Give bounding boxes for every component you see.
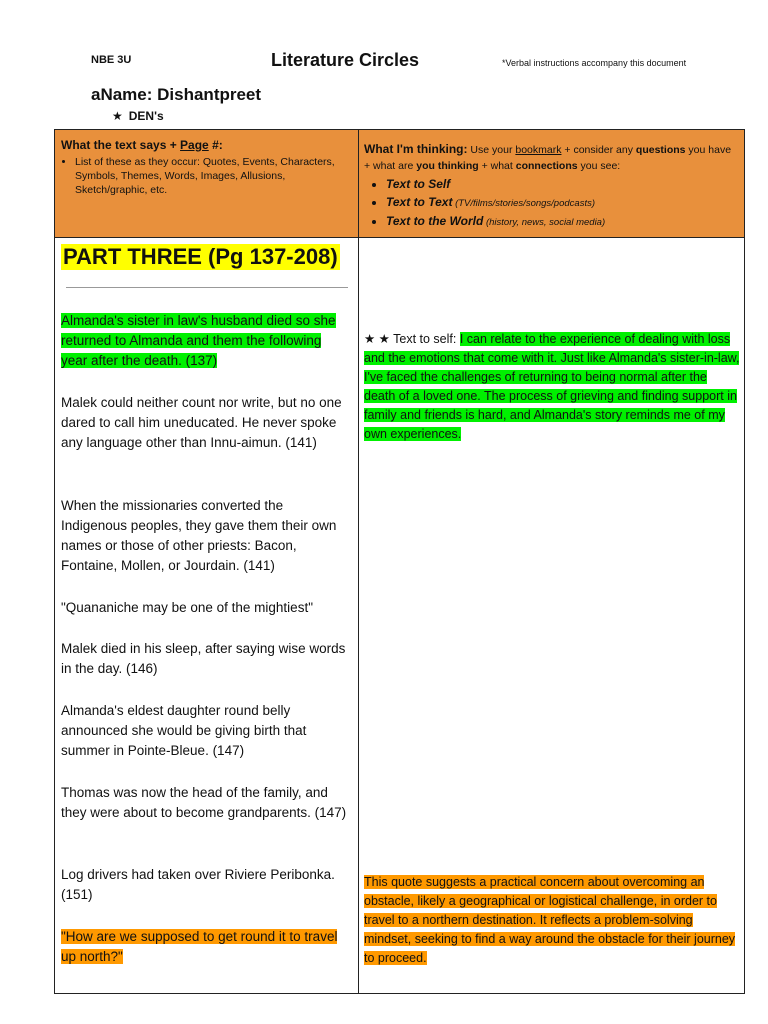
- connection-type-text: • Text to Text (TV/films/stories/songs/podcasts): [386, 193, 736, 212]
- connection-type-world: • Text to the World (history, news, social media): [386, 212, 736, 231]
- left-column-header: [61, 138, 353, 198]
- heading-rule: [66, 287, 348, 288]
- text-to-self-response: ★ ★ Text to self: I can relate to the experience of dealing with loss and the emotions that come with it. Just like Almanda's sister-in-law, I've faced the challenges of returning to being normal after the death of a loved one. The process of grieving and finding support in family and friends is hard, and Almanda's story reminds me of my own experiences.: [364, 332, 740, 441]
- left-entry: Malek could neither count nor write, but no one dared to call him uneducated. He never spoke any language other than Innu-aimun. (141): [61, 395, 342, 450]
- left-header-title: What the text says + Page #:: [61, 138, 223, 152]
- left-entry: "How are we supposed to get round it to travel up north?": [61, 929, 338, 964]
- group-name: DEN's: [128, 109, 164, 123]
- student-name: aName: Dishantpreet: [91, 85, 262, 104]
- left-entry: Almanda's eldest daughter round belly announced she would be giving birth that summer in Pointe-Bleue. (147): [61, 703, 307, 758]
- connection-type-self: • Text to Self: [386, 175, 736, 194]
- document-title: Literature Circles: [271, 50, 420, 70]
- group-line: [112, 109, 164, 123]
- course-code: NBE 3U: [91, 54, 132, 66]
- left-header-list: [61, 155, 353, 198]
- right-header-instructions: What I'm thinking: Use your bookmark + consider any questions you have + what are you thinking + what connections you see:: [364, 142, 732, 172]
- left-entry: Malek died in his sleep, after saying wise words in the day. (146): [61, 641, 346, 676]
- quote-analysis-response: This quote suggests a practical concern about overcoming an obstacle, likely a geographical or logistical challenge, in order to travel to a northern destination. It reflects a problem-solving mindset, seeking to find a way around the obstacle for their journey to proceed.: [364, 875, 736, 965]
- left-entry: "Quananiche may be one of the mightiest": [61, 600, 313, 615]
- left-entry: Thomas was now the head of the family, and they were about to become grandparents. (147): [61, 785, 347, 820]
- star-icon: ★: [112, 109, 123, 123]
- instructions-note: *Verbal instructions accompany this document: [502, 58, 687, 68]
- left-entry: When the missionaries converted the Indigenous peoples, they gave them their own names or those of other priests: Bacon, Fontaine, Mollen, or Jourdain. (141): [61, 498, 337, 573]
- right-column-header: [364, 140, 736, 231]
- column-divider: [358, 130, 359, 993]
- left-entry: Log drivers had taken over Riviere Peribonka. (151): [61, 867, 335, 902]
- connection-types-list: [364, 175, 736, 231]
- table-header: [55, 130, 744, 238]
- part-heading: PART THREE (Pg 137-208): [63, 244, 338, 269]
- left-entry: Almanda's sister in law's husband died so she returned to Almanda and them the following year after the death. (137): [61, 313, 336, 368]
- left-header-bullet: • List of these as they occur: Quotes, Events, Characters, Symbols, Themes, Words, Images, Allusions, Sketch/graphic, etc.: [75, 155, 353, 198]
